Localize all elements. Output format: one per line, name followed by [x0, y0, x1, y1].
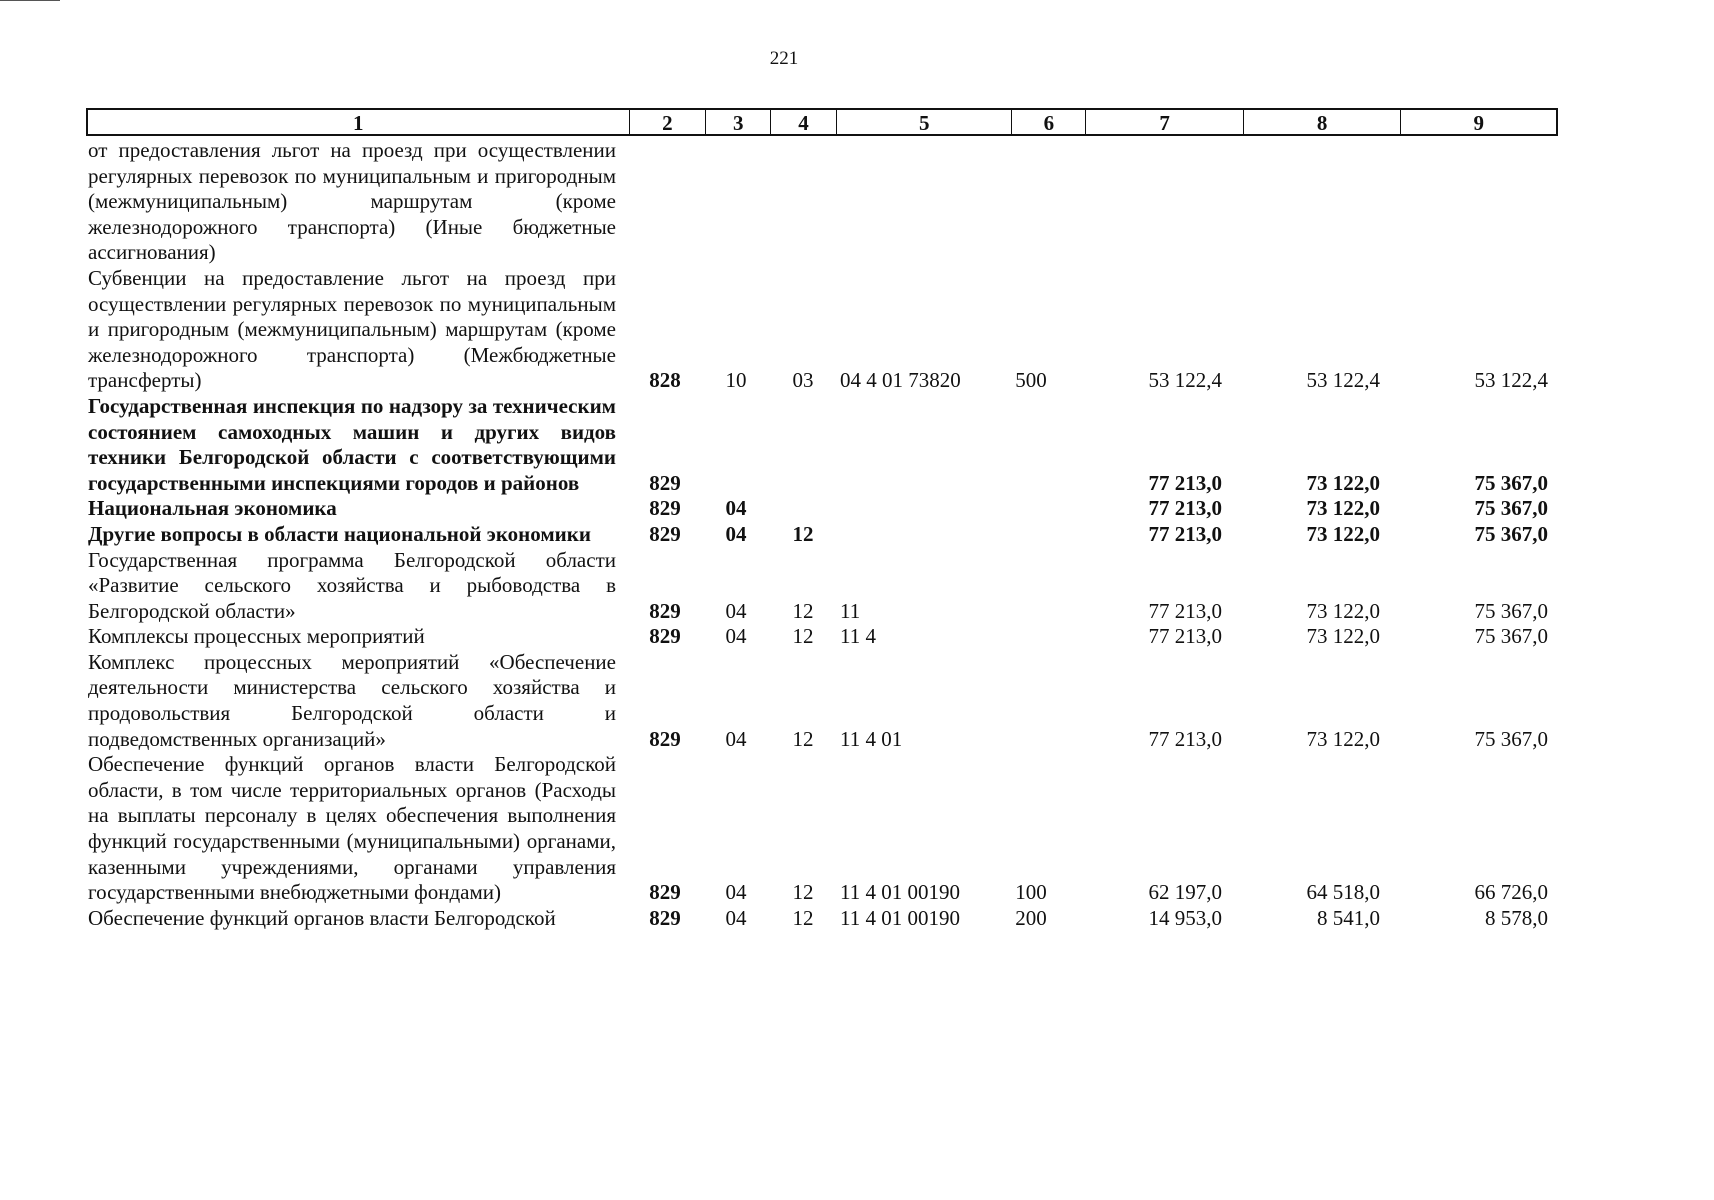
cell-col-9: 75 367,0 [1474, 726, 1548, 751]
cell-col-5: 11 4 01 00190 [840, 880, 960, 905]
cell-col-3: 04 [725, 598, 747, 623]
row-description: Государственная инспекция по надзору за техническим состоянием самоходных машин и других видов техники Белгородской области с соответствующими государственными инспекциями городов и районов [88, 393, 616, 495]
cell-col-2: 829 [649, 880, 681, 905]
cell-col-4: 12 [792, 521, 814, 546]
cell-col-8: 73 122,0 [1306, 624, 1380, 649]
cell-col-6: 100 [1015, 880, 1047, 905]
cell-col-9: 75 367,0 [1474, 624, 1548, 649]
cell-col-3: 04 [725, 880, 747, 905]
table-row [88, 522, 1550, 548]
table-row [88, 752, 1550, 906]
cell-col-4: 12 [792, 726, 814, 751]
cell-col-9: 75 367,0 [1474, 470, 1548, 495]
header-col-5: 5 [837, 110, 1013, 134]
cell-col-6: 200 [1015, 905, 1047, 930]
row-description: Субвенции на предоставление льгот на проезд при осуществлении регулярных перевозок по муниципальным и пригородным (межмуниципальным) маршрутам (кроме железнодорожного транспорта) (Межбюджетные трансферты) [88, 265, 616, 393]
cell-col-3: 04 [725, 624, 747, 649]
cell-col-6: 500 [1015, 368, 1047, 393]
header-col-3: 3 [706, 110, 771, 134]
row-description: Национальная экономика [88, 496, 337, 521]
cell-col-3: 04 [725, 521, 747, 546]
cell-col-2: 829 [649, 726, 681, 751]
cell-col-7: 77 213,0 [1148, 624, 1222, 649]
row-description: Государственная программа Белгородской области «Развитие сельского хозяйства и рыбоводства в Белгородской области» [88, 547, 616, 623]
table-row [88, 496, 1550, 522]
header-col-1: 1 [88, 110, 630, 134]
row-description: Комплексы процессных мероприятий [88, 624, 425, 649]
cell-col-2: 829 [649, 496, 681, 521]
cell-col-4: 03 [792, 368, 814, 393]
cell-col-9: 75 367,0 [1474, 521, 1548, 546]
table-row [88, 548, 1550, 625]
cell-col-4: 12 [792, 624, 814, 649]
cell-col-7: 14 953,0 [1148, 905, 1222, 930]
cell-col-5: 11 4 [840, 624, 876, 649]
cell-col-7: 77 213,0 [1148, 726, 1222, 751]
table-row [88, 266, 1550, 394]
cell-col-2: 829 [649, 470, 681, 495]
cell-col-8: 73 122,0 [1306, 726, 1380, 751]
header-col-8: 8 [1244, 110, 1402, 134]
header-col-7: 7 [1086, 110, 1244, 134]
cell-col-9: 53 122,4 [1474, 368, 1548, 393]
table-row [88, 138, 1550, 266]
page-number: 221 [769, 48, 799, 69]
row-description: Комплекс процессных мероприятий «Обеспечение деятельности министерства сельского хозяйства и продовольствия Белгородской области и подведомственных организаций» [88, 649, 616, 751]
cell-col-3: 04 [725, 496, 747, 521]
cell-col-4: 12 [792, 880, 814, 905]
header-col-2: 2 [630, 110, 707, 134]
row-description: от предоставления льгот на проезд при осуществлении регулярных перевозок по муниципальным и пригородным (межмуниципальным) маршрутам (кроме железнодорожного транспорта) (Иные бюджетные ассигнования) [88, 138, 616, 265]
cell-col-5: 11 [840, 598, 861, 623]
table-header [86, 108, 1558, 136]
cell-col-7: 53 122,4 [1148, 368, 1222, 393]
cell-col-8: 73 122,0 [1306, 470, 1380, 495]
cell-col-8: 64 518,0 [1306, 880, 1380, 905]
cell-col-2: 829 [649, 905, 681, 930]
cell-col-9: 8 578,0 [1485, 905, 1548, 930]
header-col-6: 6 [1012, 110, 1086, 134]
cell-col-3: 04 [725, 905, 747, 930]
cell-col-2: 828 [649, 368, 681, 393]
table-row [88, 624, 1550, 650]
cell-col-5: 11 4 01 00190 [840, 905, 960, 930]
cell-col-7: 62 197,0 [1148, 880, 1222, 905]
cell-col-4: 12 [792, 598, 814, 623]
header-col-9: 9 [1473, 111, 1484, 135]
cell-col-2: 829 [649, 521, 681, 546]
cell-col-8: 73 122,0 [1306, 521, 1380, 546]
table-body [88, 138, 1550, 931]
table-row [88, 394, 1550, 496]
cell-col-5: 11 4 01 [840, 726, 903, 751]
cell-col-8: 73 122,0 [1306, 496, 1380, 521]
row-description: Обеспечение функций органов власти Белгородской области, в том числе территориальных органов (Расходы на выплаты персоналу в целях обеспечения выполнения функций государственными (муниципальными) органами, казенными учреждениями, органами управления государственными внебюджетными фондами) [88, 752, 616, 905]
cell-col-8: 8 541,0 [1317, 905, 1380, 930]
row-description: Обеспечение функций органов власти Белгородской [88, 905, 556, 930]
cell-col-9: 75 367,0 [1474, 496, 1548, 521]
scan-edge-line [0, 0, 60, 1]
cell-col-3: 10 [725, 368, 747, 393]
row-description: Другие вопросы в области национальной экономики [88, 521, 591, 546]
table-row [88, 906, 1550, 932]
cell-col-7: 77 213,0 [1148, 470, 1222, 495]
cell-col-3: 04 [725, 726, 747, 751]
cell-col-7: 77 213,0 [1148, 598, 1222, 623]
table-row [88, 650, 1550, 752]
cell-col-8: 73 122,0 [1306, 598, 1380, 623]
header-col-4: 4 [771, 110, 837, 134]
cell-col-9: 75 367,0 [1474, 598, 1548, 623]
cell-col-9: 66 726,0 [1474, 880, 1548, 905]
cell-col-8: 53 122,4 [1306, 368, 1380, 393]
cell-col-5: 04 4 01 73820 [840, 368, 961, 393]
cell-col-7: 77 213,0 [1148, 496, 1222, 521]
cell-col-7: 77 213,0 [1148, 521, 1222, 546]
cell-col-2: 829 [649, 598, 681, 623]
cell-col-4: 12 [792, 905, 814, 930]
cell-col-2: 829 [649, 624, 681, 649]
